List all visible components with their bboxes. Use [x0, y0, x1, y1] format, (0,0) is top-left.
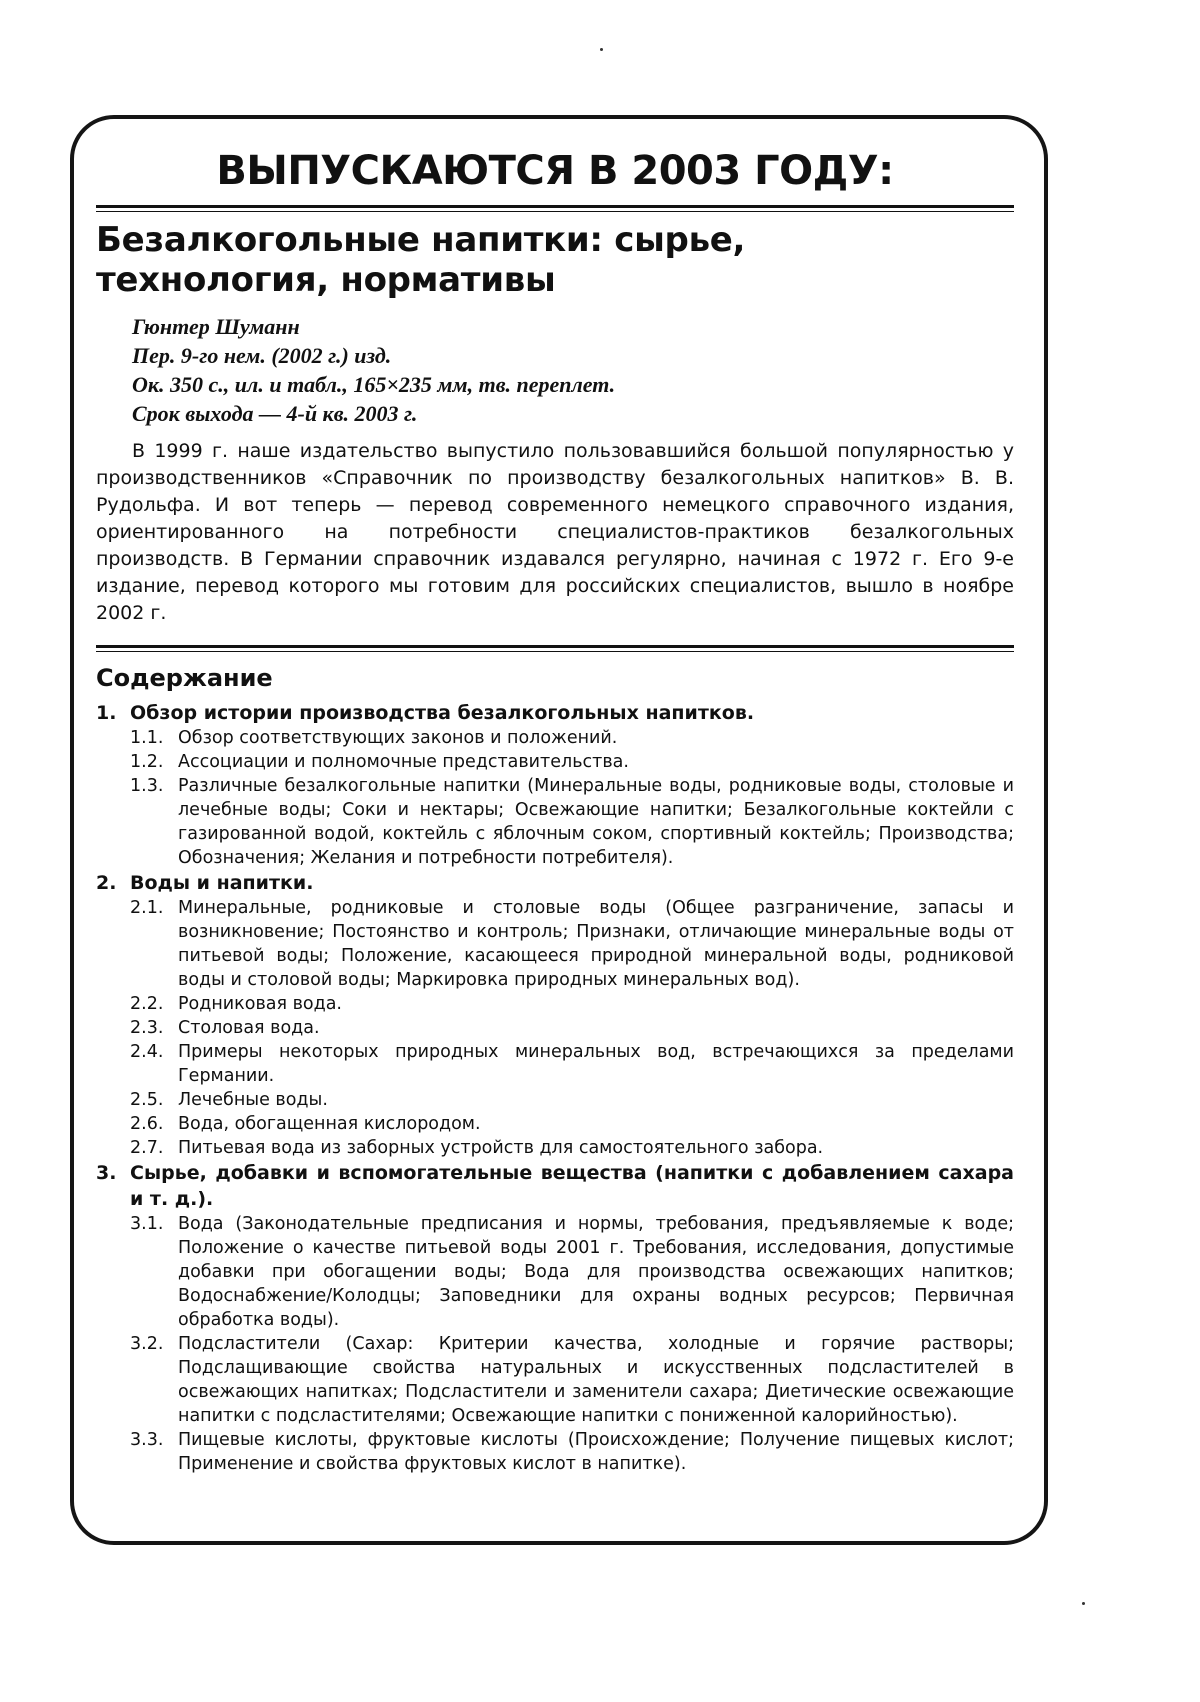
- book-title: [96, 220, 1014, 300]
- chapter-number: 3.: [96, 1162, 117, 1184]
- item-text: Лечебные воды.: [178, 1090, 328, 1110]
- chapter-number: 2.: [96, 872, 117, 894]
- translation-info: Пер. 9-го нем. (2002 г.) изд.: [132, 343, 392, 368]
- toc-item: [96, 1112, 1014, 1136]
- book-title-line: Безалкогольные напитки: сырье,: [96, 220, 746, 260]
- item-text: Минеральные, родниковые и столовые воды (Общее разграничение, запасы и возникновение; Постоянство и контроль; Признаки, отличающие минеральные воды от питьевой воды; Положение, касающееся природной минеральной воды, родниковой воды и столовой воды; Маркировка природных минеральных вод).: [178, 898, 1014, 990]
- toc-item: [96, 774, 1014, 870]
- item-number: 2.6.: [130, 1114, 164, 1134]
- chapter-number: 1.: [96, 702, 117, 724]
- toc-item: [96, 750, 1014, 774]
- item-number: 3.2.: [130, 1334, 164, 1354]
- chapter-title: Воды и напитки.: [130, 872, 314, 894]
- item-number: 1.2.: [130, 752, 164, 772]
- item-number: 2.3.: [130, 1018, 164, 1038]
- item-number: 2.4.: [130, 1042, 164, 1062]
- item-number: 1.1.: [130, 728, 164, 748]
- toc-chapter: [96, 1160, 1014, 1212]
- toc-item: [96, 1212, 1014, 1332]
- item-text: Примеры некоторых природных минеральных вод, встречающихся за пределами Германии.: [178, 1042, 1014, 1086]
- toc-item: [96, 992, 1014, 1016]
- toc-chapter: [96, 700, 1014, 726]
- toc-item: [96, 1428, 1014, 1476]
- scan-speck: [600, 48, 603, 51]
- release-date: Срок выхода — 4-й кв. 2003 г.: [132, 401, 418, 426]
- item-text: Обзор соответствующих законов и положений.: [178, 728, 618, 748]
- item-text: Столовая вода.: [178, 1018, 320, 1038]
- item-text: Питьевая вода из заборных устройств для самостоятельного забора.: [178, 1138, 824, 1158]
- book-meta: [96, 312, 1014, 428]
- toc-item: [96, 896, 1014, 992]
- chapter-title: Обзор истории производства безалкогольных напитков.: [130, 702, 755, 724]
- item-number: 3.1.: [130, 1214, 164, 1234]
- item-text: Подсластители (Сахар: Критерии качества, холодные и горячие растворы; Подслащивающие свойства натуральных и искусственных подсластителей в освежающих напитках; Подсластители и заменители сахара; Диетические освежающие напитки с подсластителями; Освежающие напитки с пониженной калорийностью).: [178, 1334, 1014, 1426]
- author: Гюнтер Шуманн: [132, 314, 300, 339]
- item-text: Вода, обогащенная кислородом.: [178, 1114, 481, 1134]
- contents-title: Содержание: [96, 664, 273, 692]
- item-text: Ассоциации и полномочные представительства.: [178, 752, 629, 772]
- item-text: Вода (Законодательные предписания и нормы, требования, предъявляемые к воде; Положение о качестве питьевой воды 2001 г. Требования, исследования, допустимые добавки при обогащении воды; Вода для производства освежающих напитков; Водоснабжение/Колодцы; Заповедники для охраны водных ресурсов; Первичная обработка воды).: [178, 1214, 1014, 1330]
- table-of-contents: [96, 700, 1014, 1476]
- item-number: 2.7.: [130, 1138, 164, 1158]
- toc-item: [96, 1088, 1014, 1112]
- book-title-line: технология, нормативы: [96, 260, 556, 300]
- item-number: 2.2.: [130, 994, 164, 1014]
- toc-item: [96, 1332, 1014, 1428]
- item-text: Родниковая вода.: [178, 994, 342, 1014]
- item-text: Пищевые кислоты, фруктовые кислоты (Происхождение; Получение пищевых кислот; Применение и свойства фруктовых кислот в напитке).: [178, 1430, 1014, 1474]
- item-number: 3.3.: [130, 1430, 164, 1450]
- book-description: В 1999 г. наше издательство выпустило пользовавшийся большой популярностью у производственников «Справочник по производству безалкогольных напитков» В. В. Рудольфа. И вот теперь — перевод современного немецкого справочного издания, ориентированного на потребности специалистов-практиков безалкогольных производств. В Германии справочник издавался регулярно, начиная с 1972 г. Его 9-е издание, перевод которого мы готовим для российских специалистов, вышло в ноябре 2002 г.: [96, 440, 1014, 624]
- toc-chapter: [96, 870, 1014, 896]
- specs: Ок. 350 с., ил. и табл., 165×235 мм, тв. переплет.: [132, 372, 616, 397]
- announcement-frame: [70, 115, 1048, 1545]
- item-number: 1.3.: [130, 776, 164, 796]
- headline: ВЫПУСКАЮТСЯ В 2003 ГОДУ:: [216, 148, 894, 194]
- divider: [96, 645, 1014, 652]
- item-number: 2.1.: [130, 898, 164, 918]
- toc-item: [96, 726, 1014, 750]
- chapter-title: Сырье, добавки и вспомогательные вещества (напитки с добавлением сахара и т. д.).: [130, 1162, 1014, 1210]
- item-text: Различные безалкогольные напитки (Минеральные воды, родниковые воды, столовые и лечебные воды; Соки и нектары; Освежающие напитки; Безалкогольные коктейли с газированной водой, коктейль с яблочным соком, спортивный коктейль; Производства; Обозначения; Желания и потребности потребителя).: [178, 776, 1014, 868]
- toc-item: [96, 1040, 1014, 1088]
- divider: [96, 205, 1014, 212]
- scan-speck: [1082, 1602, 1085, 1605]
- toc-item: [96, 1016, 1014, 1040]
- item-number: 2.5.: [130, 1090, 164, 1110]
- toc-item: [96, 1136, 1014, 1160]
